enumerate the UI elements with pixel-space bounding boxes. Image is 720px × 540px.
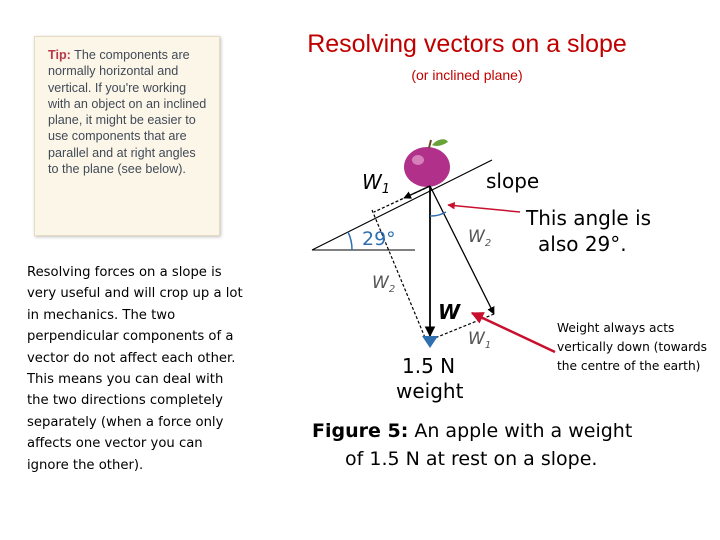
label-w1-top: $W_1$ — [362, 170, 391, 197]
label-weight-value: 1.5 N — [402, 354, 456, 378]
page-subtitle: (or inclined plane) — [411, 67, 523, 83]
label-w1-bottom: $W_1$ — [468, 329, 492, 351]
slope-line — [312, 160, 492, 250]
label-weight-w: W — [438, 300, 461, 324]
tip-body: The components are normally horizontal and vertical. If you're working with an object on an inclined plane, it might be easier to use components that are parallel and at right angles to the plane (see below). — [48, 48, 207, 177]
label-angle-base: 29° — [362, 228, 396, 250]
label-weight-word: weight — [396, 379, 464, 403]
tip-label: Tip: — [48, 48, 71, 62]
angle-arc-base — [348, 232, 352, 250]
explanation-paragraph: Resolving forces on a slope is very useful and will crop up a lot in mechanics. The two perpendicular components of a vector do not affect each other. This means you can deal with the two directions completely separately (when a force only affects one vector you can ignore the other). — [27, 265, 243, 473]
figure-caption-line-1: Figure 5: An apple with a weight — [312, 420, 633, 442]
w2-arrow — [430, 186, 494, 314]
label-angle-note-1: This angle is — [526, 206, 652, 230]
angle-pointer-arrow — [448, 205, 520, 212]
page-title: Resolving vectors on a slope — [307, 30, 627, 58]
weight-note: Weight always acts vertically down (towards the centre of the earth) — [557, 321, 707, 373]
apple-icon — [404, 139, 450, 187]
label-angle-note-2: also 29°. — [538, 232, 627, 256]
angle-arc-top — [430, 212, 446, 216]
w1-arrow — [404, 186, 430, 198]
label-slope: slope — [486, 169, 540, 193]
weight-arrowhead — [422, 336, 438, 348]
label-w2-right: $W_2$ — [468, 227, 492, 249]
figure-caption-line-2: of 1.5 N at rest on a slope. — [345, 448, 598, 470]
label-w2-left: $W_2$ — [372, 273, 396, 295]
